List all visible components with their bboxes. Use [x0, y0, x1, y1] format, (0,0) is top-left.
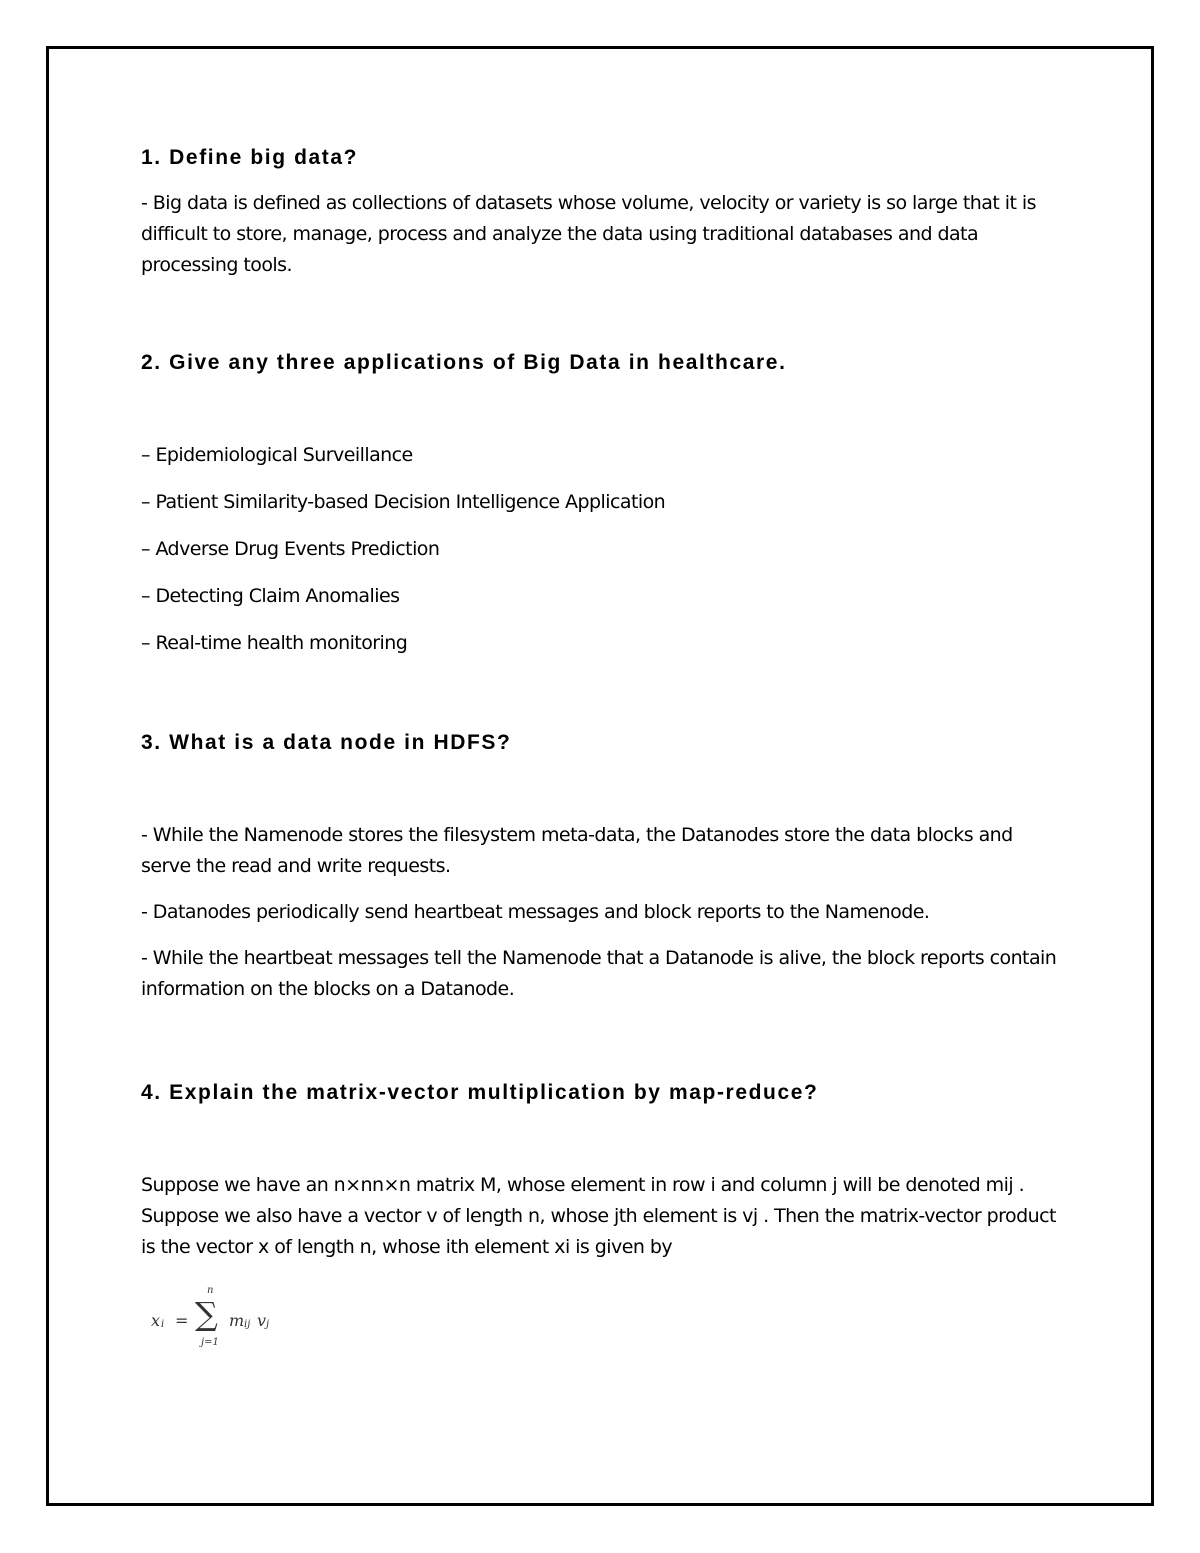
formula-term-m: m	[229, 1311, 245, 1330]
list-item: – Adverse Drug Events Prediction	[141, 538, 440, 560]
formula-equals: =	[175, 1311, 189, 1330]
list-item: – Patient Similarity-based Decision Intelligence Application	[141, 491, 666, 513]
answer-1-paragraph: - Big data is defined as collections of datasets whose volume, velocity or variety is so large that it is difficult to store, manage, process and analyze the data using traditional databases and data processing tools.	[141, 192, 1036, 276]
formula-lhs-subscript: i	[161, 1319, 165, 1330]
question-4-heading: 4. Explain the matrix-vector multiplication by map-reduce?	[141, 1081, 819, 1104]
answer-3-paragraph-1: - While the Namenode stores the filesystem meta-data, the Datanodes store the data blocks and serve the read and write requests.	[141, 824, 1013, 877]
list-item: – Epidemiological Surveillance	[141, 444, 413, 466]
formula-sum-lower: j=1	[201, 1337, 219, 1348]
answer-3-paragraph-2: - Datanodes periodically send heartbeat messages and block reports to the Namenode.	[141, 901, 930, 923]
summation-formula	[151, 1283, 311, 1353]
question-1-heading: 1. Define big data?	[141, 146, 359, 169]
formula-sum-symbol: ∑	[195, 1295, 218, 1333]
list-item: – Real-time health monitoring	[141, 632, 408, 654]
formula-lhs: x	[151, 1311, 161, 1330]
formula-sum-upper: n	[207, 1285, 214, 1296]
formula-term-v: v	[257, 1311, 267, 1330]
answer-3-paragraph-3: - While the heartbeat messages tell the Namenode that a Datanode is alive, the block reports contain information on the blocks on a Datanode.	[141, 947, 1057, 1000]
list-item: – Detecting Claim Anomalies	[141, 585, 400, 607]
question-3-heading: 3. What is a data node in HDFS?	[141, 731, 512, 754]
question-2-heading: 2. Give any three applications of Big Data in healthcare.	[141, 351, 787, 374]
formula-term-v-subscript: j	[266, 1319, 270, 1330]
formula-term-m-subscript: ij	[244, 1319, 251, 1330]
answer-4-paragraph: Suppose we have an n×nn×n matrix M, whose element in row i and column j will be denoted mij . Suppose we also have a vector v of length n, whose jth element is vj . Then the matrix-vector product is the vector x of length n, whose ith element xi is given by	[141, 1174, 1056, 1258]
document-content	[141, 140, 1061, 1353]
